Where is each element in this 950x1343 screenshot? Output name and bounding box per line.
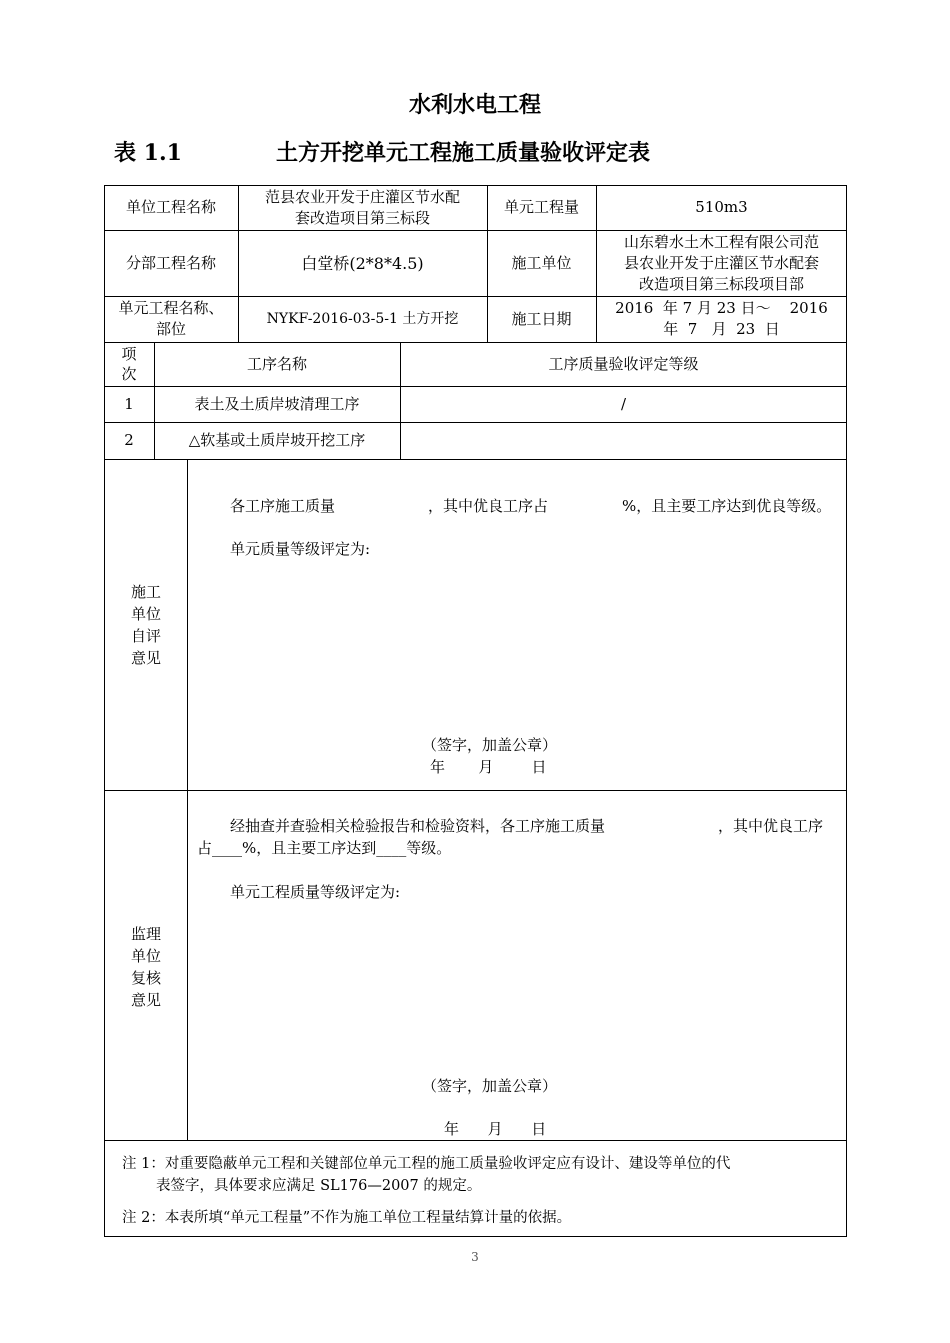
label-char: 施工 xyxy=(131,583,162,601)
date-value-line2: 年 7 月 23 日 xyxy=(663,320,780,338)
contractor-grade-line: 单元质量等级评定为: xyxy=(230,540,371,558)
supervisor-sign: （签字，加盖公章） xyxy=(422,1077,558,1095)
date-value xyxy=(596,296,847,342)
process-row-name: 表土及土质岸坡清理工序 xyxy=(194,394,360,413)
row-divider xyxy=(104,790,847,791)
row-divider xyxy=(104,1140,847,1141)
label-char: 复核 xyxy=(131,969,162,987)
element-value: NYKF-2016-03-5-1 土方开挖 xyxy=(266,310,459,327)
col-item-header-line1: 项 xyxy=(121,345,137,363)
table-number: 表 1.1 xyxy=(114,140,182,166)
note-2: 注 2：本表所填“单元工程量”不作为施工单位工程量结算计量的依据。 xyxy=(122,1210,572,1226)
label-char: 意见 xyxy=(131,991,162,1009)
contractor-value xyxy=(596,230,847,296)
table-title: 土方开挖单元工程施工质量验收评定表 xyxy=(276,141,651,166)
supervisor-line1a: 经抽查并查验相关检验报告和检验资料，各工序施工质量 xyxy=(230,817,606,835)
process-row-name: △软基或土质岸坡开挖工序 xyxy=(188,431,366,449)
label-char: 意见 xyxy=(131,649,162,667)
division-label: 分部工程名称 xyxy=(125,253,216,272)
supervisor-line2: 占____%，且主要工序达到____等级。 xyxy=(197,839,452,857)
unit-project-label: 单位工程名称 xyxy=(125,198,216,216)
process-row-grade: / xyxy=(620,394,627,413)
unit-project-value-line1: 范县农业开发于庄灌区节水配 xyxy=(264,187,460,206)
element-label xyxy=(104,296,238,342)
contractor-value-line3: 改造项目第三标段项目部 xyxy=(638,274,804,293)
contractor-value-line1: 山东碧水土木工程有限公司范 xyxy=(623,232,819,251)
supervisor-date: 年 月 日 xyxy=(444,1120,547,1138)
contractor-opinion-label xyxy=(131,581,161,669)
quantity-label: 单元工程量 xyxy=(503,198,579,216)
col-item-header-line2: 次 xyxy=(121,365,137,383)
unit-project-value-line2: 套改造项目第三标段 xyxy=(294,208,430,227)
col-name-header: 工序名称 xyxy=(246,354,307,373)
label-char: 单位 xyxy=(131,605,162,623)
unit-project-value xyxy=(238,185,487,230)
col-divider xyxy=(187,459,188,1140)
label-char: 单位 xyxy=(131,947,162,965)
element-label-line2: 部位 xyxy=(155,320,186,338)
col-grade-header: 工序质量验收评定等级 xyxy=(548,354,699,373)
contractor-value-line2: 县农业开发于庄灌区节水配套 xyxy=(623,253,819,272)
contractor-line1b: ，其中优良工序占 xyxy=(428,497,549,515)
supervisor-grade-line: 单元工程质量等级评定为: xyxy=(230,883,401,901)
process-row-grade xyxy=(400,422,847,459)
supervisor-opinion-label xyxy=(131,923,161,1011)
col-item-header xyxy=(104,342,154,386)
note-1-line2: 表签字，具体要求应满足 SL176—2007 的规定。 xyxy=(156,1178,482,1194)
date-label: 施工日期 xyxy=(511,309,572,328)
label-char: 自评 xyxy=(131,627,162,645)
page-number: 3 xyxy=(471,1250,479,1264)
contractor-date: 年 月 日 xyxy=(430,758,547,776)
page-heading: 水利水电工程 xyxy=(408,93,541,118)
label-char: 监理 xyxy=(131,925,162,943)
contractor-sign: （签字，加盖公章） xyxy=(422,736,558,754)
row-divider xyxy=(104,459,847,460)
division-value: 白堂桥(2*8*4.5) xyxy=(301,253,424,273)
note-1-line1: 注 1：对重要隐蔽单元工程和关键部位单元工程的施工质量验收评定应有设计、建设等单位的代 xyxy=(122,1156,731,1172)
contractor-label: 施工单位 xyxy=(511,253,572,272)
element-label-line1: 单元工程名称、 xyxy=(118,299,224,317)
contractor-line1c: %，且主要工序达到优良等级。 xyxy=(622,497,832,515)
date-value-line1: 2016 年 7 月 23 日～ 2016 xyxy=(615,299,828,317)
contractor-line1a: 各工序施工质量 xyxy=(230,497,336,515)
process-row-no: 1 xyxy=(124,394,134,413)
quantity-value: 510m3 xyxy=(695,198,748,216)
process-row-no: 2 xyxy=(124,431,134,449)
supervisor-line1b: ，其中优良工序 xyxy=(718,817,824,835)
